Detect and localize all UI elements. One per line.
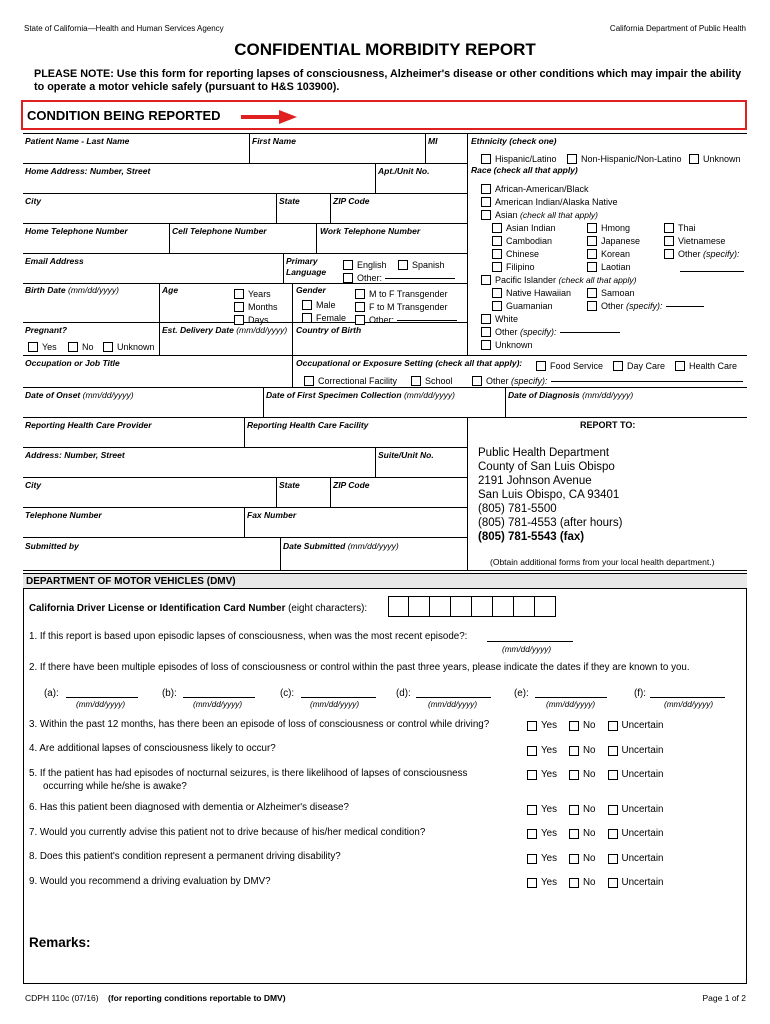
q4-yes-option[interactable]: Yes: [527, 745, 557, 756]
report-to-line: Public Health Department: [478, 447, 610, 459]
setting-daycare-option[interactable]: Day Care: [613, 358, 665, 376]
question-6: 6. Has this patient been diagnosed with dementia or Alzheimer's disease?: [29, 802, 349, 813]
checkbox-icon: [481, 184, 491, 194]
q6-yes-option[interactable]: Yes: [527, 804, 557, 815]
gender-label: Gender: [296, 285, 326, 295]
footer-note: (for reporting conditions reportable to DMV): [108, 993, 286, 1003]
pacific-other-option[interactable]: Other (specify):: [587, 298, 704, 316]
race-white-option[interactable]: White: [481, 311, 518, 329]
specimen-format: (mm/dd/yyyy): [403, 390, 455, 400]
occupation-label: Occupation or Job Title: [25, 358, 120, 368]
checkbox-icon: [569, 770, 579, 780]
setting-food-option[interactable]: Food Service: [536, 358, 603, 376]
q5-uncertain-option[interactable]: Uncertain: [608, 769, 664, 780]
checkbox-icon: [355, 302, 365, 312]
birth-date-format: (mm/dd/yyyy): [68, 285, 119, 295]
question-9-options: [527, 877, 663, 888]
work-phone-label: Work Telephone Number: [320, 226, 421, 236]
lang-spanish-option[interactable]: Spanish: [398, 257, 445, 275]
checkbox-icon: [569, 721, 579, 731]
provider-state-label: State: [279, 480, 300, 490]
diagnosis-label: Date of Diagnosis (mm/dd/yyyy): [508, 390, 634, 400]
question-9: 9. Would you recommend a driving evaluation by DMV?: [29, 876, 271, 887]
episode-d-format: (mm/dd/yyyy): [428, 700, 478, 709]
episode-a-format: (mm/dd/yyyy): [76, 700, 126, 709]
episode-a-label: (a):: [44, 688, 59, 699]
report-to-address: [478, 446, 622, 544]
report-to-line: (805) 781-5500: [478, 503, 557, 515]
episode-d-label: (d):: [396, 688, 411, 699]
condition-box[interactable]: [21, 100, 747, 130]
setting-health-option[interactable]: Health Care: [675, 358, 737, 376]
checkbox-icon: [608, 746, 618, 756]
license-label: California Driver License or Identification Card Number (eight characters):: [29, 603, 368, 614]
ethnicity-hispanic-option[interactable]: Hispanic/Latino: [481, 151, 557, 169]
checkbox-icon: [302, 313, 312, 323]
dmv-heading-bar: [23, 573, 747, 589]
checkbox-icon: [613, 361, 623, 371]
checkbox-icon: [608, 878, 618, 888]
checkbox-icon: [481, 327, 491, 337]
primary-language-label: Primary Language: [286, 256, 327, 277]
setting-correctional-option[interactable]: Correctional Facility: [304, 373, 397, 391]
question-2: 2. If there have been multiple episodes of loss of consciousness or control within the past three years, please indicate the dates if they are known to you.: [29, 662, 690, 673]
checkbox-icon: [234, 289, 244, 299]
setting-label: Occupational or Exposure Setting (check all that apply):: [296, 358, 523, 368]
checkbox-icon: [527, 721, 537, 731]
license-char-box[interactable]: [430, 596, 451, 617]
gender-male-option[interactable]: Male: [302, 297, 336, 315]
q3-uncertain-option[interactable]: Uncertain: [608, 720, 664, 731]
q7-no-option[interactable]: No: [569, 828, 596, 839]
cell-phone-label: Cell Telephone Number: [172, 226, 267, 236]
arrow-right-icon: [241, 110, 297, 124]
q9-yes-option[interactable]: Yes: [527, 877, 557, 888]
gender-other-option[interactable]: Other:: [355, 312, 457, 330]
guamanian-option[interactable]: Guamanian: [492, 298, 553, 316]
checkbox-icon: [304, 376, 314, 386]
vietnamese-option[interactable]: Vietnamese: [664, 233, 725, 251]
checkbox-icon: [527, 829, 537, 839]
delivery-date-label: Est. Delivery Date (mm/dd/yyyy): [162, 325, 288, 335]
birth-date-label: Birth Date (mm/dd/yyyy): [25, 285, 119, 295]
home-address-label: Home Address: Number, Street: [25, 166, 151, 176]
ethnicity-label: Ethnicity (check one): [471, 136, 557, 146]
checkbox-icon: [527, 805, 537, 815]
chinese-option[interactable]: Chinese: [492, 246, 539, 264]
checkbox-icon: [664, 223, 674, 233]
filipino-option[interactable]: Filipino: [492, 259, 535, 277]
license-char-box[interactable]: [472, 596, 493, 617]
checkbox-icon: [481, 154, 491, 164]
setting-school-option[interactable]: School: [411, 373, 453, 391]
checkbox-icon: [608, 854, 618, 864]
mi-label: MI: [428, 136, 438, 146]
checkbox-icon: [587, 249, 597, 259]
asian-indian-option[interactable]: Asian Indian: [492, 220, 556, 238]
checkbox-icon: [492, 249, 502, 259]
japanese-option[interactable]: Japanese: [587, 233, 640, 251]
episode-e-format: (mm/dd/yyyy): [546, 700, 596, 709]
checkbox-icon: [569, 829, 579, 839]
asian-other-option[interactable]: Other (specify):: [664, 246, 740, 264]
license-note: (eight characters):: [288, 603, 368, 614]
q1-date-input[interactable]: [487, 630, 573, 642]
checkbox-icon: [587, 236, 597, 246]
pregnant-yes-option[interactable]: Yes: [28, 339, 57, 357]
suite-label: Suite/Unit No.: [378, 450, 434, 460]
episode-c-format: (mm/dd/yyyy): [310, 700, 360, 709]
license-char-box[interactable]: [451, 596, 472, 617]
submitted-by-label: Submitted by: [25, 541, 79, 551]
question-4-options: [527, 745, 663, 756]
onset-label: Date of Onset (mm/dd/yyyy): [25, 390, 134, 400]
q3-no-option[interactable]: No: [569, 720, 596, 731]
checkbox-icon: [608, 770, 618, 780]
q5-yes-option[interactable]: Yes: [527, 769, 557, 780]
provider-fax-label: Fax Number: [247, 510, 297, 520]
checkbox-icon: [68, 342, 78, 352]
checkbox-icon: [234, 302, 244, 312]
checkbox-icon: [675, 361, 685, 371]
q6-no-option[interactable]: No: [569, 804, 596, 815]
form-title: CONFIDENTIAL MORBIDITY REPORT: [234, 40, 536, 59]
checkbox-icon: [527, 770, 537, 780]
checkbox-icon: [492, 288, 502, 298]
checkbox-icon: [103, 342, 113, 352]
checkbox-icon: [527, 878, 537, 888]
q6-uncertain-option[interactable]: Uncertain: [608, 804, 664, 815]
laotian-option[interactable]: Laotian: [587, 259, 631, 277]
checkbox-icon: [481, 197, 491, 207]
report-to-note: (Obtain additional forms from your local health department.): [490, 557, 715, 567]
checkbox-icon: [608, 829, 618, 839]
checkbox-icon: [587, 262, 597, 272]
checkbox-icon: [587, 288, 597, 298]
remarks-input[interactable]: [120, 930, 740, 980]
question-8-options: [527, 853, 663, 864]
license-char-box[interactable]: [493, 596, 514, 617]
checkbox-icon: [492, 262, 502, 272]
q8-uncertain-option[interactable]: Uncertain: [608, 853, 664, 864]
checkbox-icon: [481, 340, 491, 350]
checkbox-icon: [472, 376, 482, 386]
report-to-label: REPORT TO:: [580, 420, 636, 430]
onset-format: (mm/dd/yyyy): [82, 390, 134, 400]
form-code: CDPH 110c (07/16) (for reporting conditions reportable to DMV): [25, 993, 286, 1003]
checkbox-icon: [343, 273, 353, 283]
lang-english-option[interactable]: English: [343, 257, 387, 275]
question-5-options: [527, 769, 663, 780]
zip-label: ZIP Code: [333, 196, 370, 206]
ethnicity-unknown-option[interactable]: Unknown: [689, 151, 741, 169]
race-unknown-option[interactable]: Unknown: [481, 337, 533, 355]
lang-other-option[interactable]: Other:: [343, 270, 455, 288]
episode-f-format: (mm/dd/yyyy): [664, 700, 714, 709]
provider-address-label: Address: Number, Street: [25, 450, 125, 460]
checkbox-icon: [481, 275, 491, 285]
hawaiian-option[interactable]: Native Hawaiian: [492, 285, 571, 303]
date-submitted-format: (mm/dd/yyyy): [347, 541, 399, 551]
checkbox-icon: [608, 805, 618, 815]
checkbox-icon: [536, 361, 546, 371]
question-7: 7. Would you currently advise this patient not to drive because of his/her medical condition?: [29, 827, 426, 838]
department-text: California Department of Public Health: [609, 24, 746, 33]
episode-e-input[interactable]: [535, 686, 607, 698]
checkbox-icon: [587, 223, 597, 233]
report-to-fax: (805) 781-5543 (fax): [478, 531, 585, 543]
checkbox-icon: [567, 154, 577, 164]
checkbox-icon: [569, 805, 579, 815]
checkbox-icon: [355, 315, 365, 325]
age-months-option[interactable]: Months: [234, 299, 278, 317]
question-8: 8. Does this patient's condition represent a permanent driving disability?: [29, 851, 341, 862]
episode-b-format: (mm/dd/yyyy): [193, 700, 243, 709]
episode-a-input[interactable]: [66, 686, 138, 698]
checkbox-icon: [343, 260, 353, 270]
question-5: 5. If the patient has had episodes of nocturnal seizures, is there likelihood of lapses of consciousness occurring while he/she is awake?: [29, 768, 468, 792]
q8-no-option[interactable]: No: [569, 853, 596, 864]
q4-uncertain-option[interactable]: Uncertain: [608, 745, 664, 756]
cambodian-option[interactable]: Cambodian: [492, 233, 552, 251]
age-days-option[interactable]: Days: [234, 312, 269, 330]
gender-female-option[interactable]: Female: [302, 310, 346, 328]
pregnant-label: Pregnant?: [25, 325, 68, 335]
email-label: Email Address: [25, 256, 84, 266]
report-to-line: County of San Luis Obispo: [478, 461, 615, 473]
episode-e-label: (e):: [514, 688, 529, 699]
question-4: 4. Are additional lapses of consciousness likely to occur?: [29, 743, 276, 754]
q9-uncertain-option[interactable]: Uncertain: [608, 877, 664, 888]
ethnicity-non-hispanic-option[interactable]: Non-Hispanic/Non-Latino: [567, 151, 682, 169]
report-to-line: 2191 Johnson Avenue: [478, 475, 592, 487]
race-label: Race (check all that apply): [471, 165, 578, 175]
checkbox-icon: [569, 878, 579, 888]
checkbox-icon: [527, 746, 537, 756]
q8-yes-option[interactable]: Yes: [527, 853, 557, 864]
q7-uncertain-option[interactable]: Uncertain: [608, 828, 664, 839]
hmong-option[interactable]: Hmong: [587, 220, 630, 238]
episode-c-label: (c):: [280, 688, 295, 699]
gender-mtf-option[interactable]: M to F Transgender: [355, 286, 448, 304]
pregnant-unknown-option[interactable]: Unknown: [103, 339, 155, 357]
question-1: 1. If this report is based upon episodic lapses of consciousness, when was the most recent episode?:: [29, 631, 468, 642]
race-pacific-option[interactable]: Pacific Islander (check all that apply): [481, 272, 637, 290]
agency-text: State of California—Health and Human Services Agency: [24, 24, 224, 33]
checkbox-icon: [492, 301, 502, 311]
checkbox-icon: [492, 223, 502, 233]
checkbox-icon: [664, 249, 674, 259]
episode-d-input[interactable]: [416, 686, 491, 698]
license-input[interactable]: [388, 596, 556, 617]
gender-ftm-option[interactable]: F to M Transgender: [355, 299, 448, 317]
checkbox-icon: [398, 260, 408, 270]
race-asian-option[interactable]: Asian (check all that apply): [481, 207, 598, 225]
checkbox-icon: [587, 301, 597, 311]
checkbox-icon: [481, 210, 491, 220]
q3-yes-option[interactable]: Yes: [527, 720, 557, 731]
checkbox-icon: [569, 854, 579, 864]
apt-label: Apt./Unit No.: [378, 166, 430, 176]
checkbox-icon: [481, 314, 491, 324]
checkbox-icon: [355, 289, 365, 299]
first-name-label: First Name: [252, 136, 296, 146]
q1-date-format: (mm/dd/yyyy): [502, 645, 552, 654]
diagnosis-format: (mm/dd/yyyy): [582, 390, 634, 400]
license-char-box[interactable]: [514, 596, 535, 617]
pregnant-no-option[interactable]: No: [68, 339, 94, 357]
korean-option[interactable]: Korean: [587, 246, 630, 264]
delivery-date-format: (mm/dd/yyyy): [236, 325, 288, 335]
episode-f-label: (f):: [634, 688, 646, 699]
condition-label: CONDITION BEING REPORTED: [27, 108, 221, 123]
episode-c-input[interactable]: [301, 686, 376, 698]
city-label: City: [25, 196, 42, 206]
question-6-options: [527, 804, 663, 815]
checkbox-icon: [492, 236, 502, 246]
q7-yes-option[interactable]: Yes: [527, 828, 557, 839]
checkbox-icon: [527, 854, 537, 864]
license-char-box[interactable]: [388, 596, 409, 617]
provider-label: Reporting Health Care Provider: [25, 420, 152, 430]
question-7-options: [527, 828, 663, 839]
page-number: Page 1 of 2: [702, 993, 746, 1003]
samoan-option[interactable]: Samoan: [587, 285, 635, 303]
age-label: Age: [162, 285, 179, 295]
date-submitted-label: Date Submitted (mm/dd/yyyy): [283, 541, 399, 551]
provider-city-label: City: [25, 480, 42, 490]
provider-phone-label: Telephone Number: [25, 510, 102, 520]
license-char-box[interactable]: [535, 596, 556, 617]
checkbox-icon: [28, 342, 38, 352]
q9-no-option[interactable]: No: [569, 877, 596, 888]
asian-other-line[interactable]: [680, 262, 744, 272]
episode-b-label: (b):: [162, 688, 177, 699]
episode-f-input[interactable]: [650, 686, 725, 698]
checkbox-icon: [608, 721, 618, 731]
remarks-label: Remarks:: [29, 935, 91, 950]
checkbox-icon: [234, 315, 244, 325]
race-other-option[interactable]: Other (specify):: [481, 324, 620, 342]
setting-other-option[interactable]: Other (specify):: [472, 373, 743, 391]
checkbox-icon: [302, 300, 312, 310]
specimen-label: Date of First Specimen Collection (mm/dd/yyyy): [266, 390, 455, 400]
checkbox-icon: [569, 746, 579, 756]
dmv-heading: DEPARTMENT OF MOTOR VEHICLES (DMV): [26, 576, 236, 587]
q4-no-option[interactable]: No: [569, 745, 596, 756]
checkbox-icon: [664, 236, 674, 246]
race-native-option[interactable]: American Indian/Alaska Native: [481, 194, 618, 212]
checkbox-icon: [411, 376, 421, 386]
question-3-options: [527, 720, 663, 731]
provider-zip-label: ZIP Code: [333, 480, 370, 490]
report-to-line: San Luis Obispo, CA 93401: [478, 489, 620, 501]
age-years-option[interactable]: Years: [234, 286, 271, 304]
q5-no-option[interactable]: No: [569, 769, 596, 780]
form-note: PLEASE NOTE: Use this form for reporting lapses of consciousness, Alzheimer's disease or other conditions which may impair the ability to operate a motor vehicle safely (pursuant to H&S 103900).: [34, 68, 742, 93]
license-char-box[interactable]: [409, 596, 430, 617]
facility-label: Reporting Health Care Facility: [247, 420, 369, 430]
state-label: State: [279, 196, 300, 206]
race-african-option[interactable]: African-American/Black: [481, 181, 589, 199]
last-name-label: Patient Name - Last Name: [25, 136, 130, 146]
country-birth-label: Country of Birth: [296, 325, 362, 335]
report-to-line: (805) 781-4553 (after hours): [478, 517, 623, 529]
checkbox-icon: [689, 154, 699, 164]
thai-option[interactable]: Thai: [664, 220, 696, 238]
question-3: 3. Within the past 12 months, has there been an episode of loss of consciousness or control while driving?: [29, 719, 490, 730]
home-phone-label: Home Telephone Number: [25, 226, 128, 236]
episode-b-input[interactable]: [183, 686, 255, 698]
